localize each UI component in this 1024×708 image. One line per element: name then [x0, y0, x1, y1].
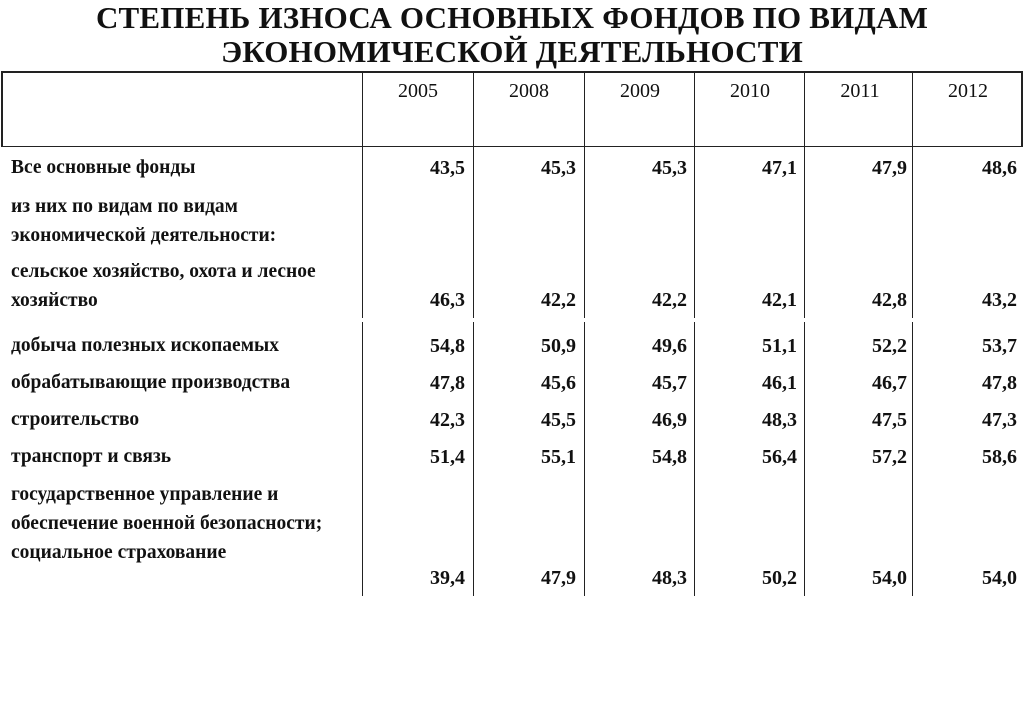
table-cell: 47,9: [872, 157, 907, 179]
table-cell: 54,8: [430, 335, 465, 357]
table-cell: 46,3: [430, 289, 465, 311]
table-cell: 46,9: [652, 409, 687, 431]
table-cell: 57,2: [872, 446, 907, 468]
table-cell: 58,6: [982, 446, 1017, 468]
table-top-border: [1, 71, 1023, 73]
table-cell: 47,3: [982, 409, 1017, 431]
row-label: строительство: [11, 409, 140, 430]
table-cell: 45,3: [652, 157, 687, 179]
table-cell: 43,2: [982, 289, 1017, 311]
row-label: Все основные фонды: [11, 157, 196, 178]
table-cell: 42,2: [652, 289, 687, 311]
column-separator: [912, 73, 913, 318]
column-separator: [362, 322, 363, 596]
column-separator: [473, 73, 474, 318]
table-cell: 46,7: [872, 372, 907, 394]
table-cell: 46,1: [762, 372, 797, 394]
table-cell: 51,4: [430, 446, 465, 468]
header-bottom-border: [1, 146, 1023, 147]
table-cell: 42,1: [762, 289, 797, 311]
table-cell: 49,6: [652, 335, 687, 357]
row-label: государственное управление и обеспечение военной безопасности; социальное страхование: [11, 484, 323, 563]
year-header: 2009: [620, 80, 660, 102]
year-header: 2008: [509, 80, 549, 102]
year-header: 2010: [730, 80, 770, 102]
title-line-2: ЭКОНОМИЧЕСКОЙ ДЕЯТЕЛЬНОСТИ: [221, 34, 803, 69]
table-cell: 54,0: [872, 567, 907, 589]
table-cell: 45,5: [541, 409, 576, 431]
table-cell: 53,7: [982, 335, 1017, 357]
column-separator: [694, 73, 695, 318]
column-separator: [912, 322, 913, 596]
table-cell: 48,3: [762, 409, 797, 431]
column-separator: [584, 322, 585, 596]
table-cell: 42,3: [430, 409, 465, 431]
row-label: сельское хозяйство, охота и лесное хозяйство: [11, 261, 316, 311]
table-cell: 54,8: [652, 446, 687, 468]
table-cell: 52,2: [872, 335, 907, 357]
table-cell: 51,1: [762, 335, 797, 357]
table-cell: 47,9: [541, 567, 576, 589]
table-cell: 43,5: [430, 157, 465, 179]
table-cell: 50,9: [541, 335, 576, 357]
table-cell: 48,3: [652, 567, 687, 589]
table-cell: 47,1: [762, 157, 797, 179]
year-header: 2011: [840, 80, 880, 102]
column-separator: [362, 73, 363, 318]
table-cell: 45,6: [541, 372, 576, 394]
table-cell: 48,6: [982, 157, 1017, 179]
table-cell: 47,5: [872, 409, 907, 431]
column-separator: [473, 322, 474, 596]
table-cell: 45,3: [541, 157, 576, 179]
table-left-border: [1, 71, 3, 147]
column-separator: [694, 322, 695, 596]
row-label: из них по видам по видам экономической деятельности:: [11, 196, 277, 246]
column-separator: [804, 73, 805, 318]
table-cell: 54,0: [982, 567, 1017, 589]
table-cell: 50,2: [762, 567, 797, 589]
table-cell: 39,4: [430, 567, 465, 589]
column-separator: [804, 322, 805, 596]
row-label: добыча полезных ископаемых: [11, 335, 279, 356]
table-cell: 47,8: [430, 372, 465, 394]
year-header: 2012: [948, 80, 988, 102]
row-label: транспорт и связь: [11, 446, 172, 467]
row-label: обрабатывающие производства: [11, 372, 291, 393]
table-cell: 45,7: [652, 372, 687, 394]
table-cell: 42,8: [872, 289, 907, 311]
year-header: 2005: [398, 80, 438, 102]
title-line-1: СТЕПЕНЬ ИЗНОСА ОСНОВНЫХ ФОНДОВ ПО ВИДАМ: [95, 0, 929, 35]
table-cell: 55,1: [541, 446, 576, 468]
table-cell: 56,4: [762, 446, 797, 468]
table-cell: 47,8: [982, 372, 1017, 394]
column-separator: [584, 73, 585, 318]
table-cell: 42,2: [541, 289, 576, 311]
